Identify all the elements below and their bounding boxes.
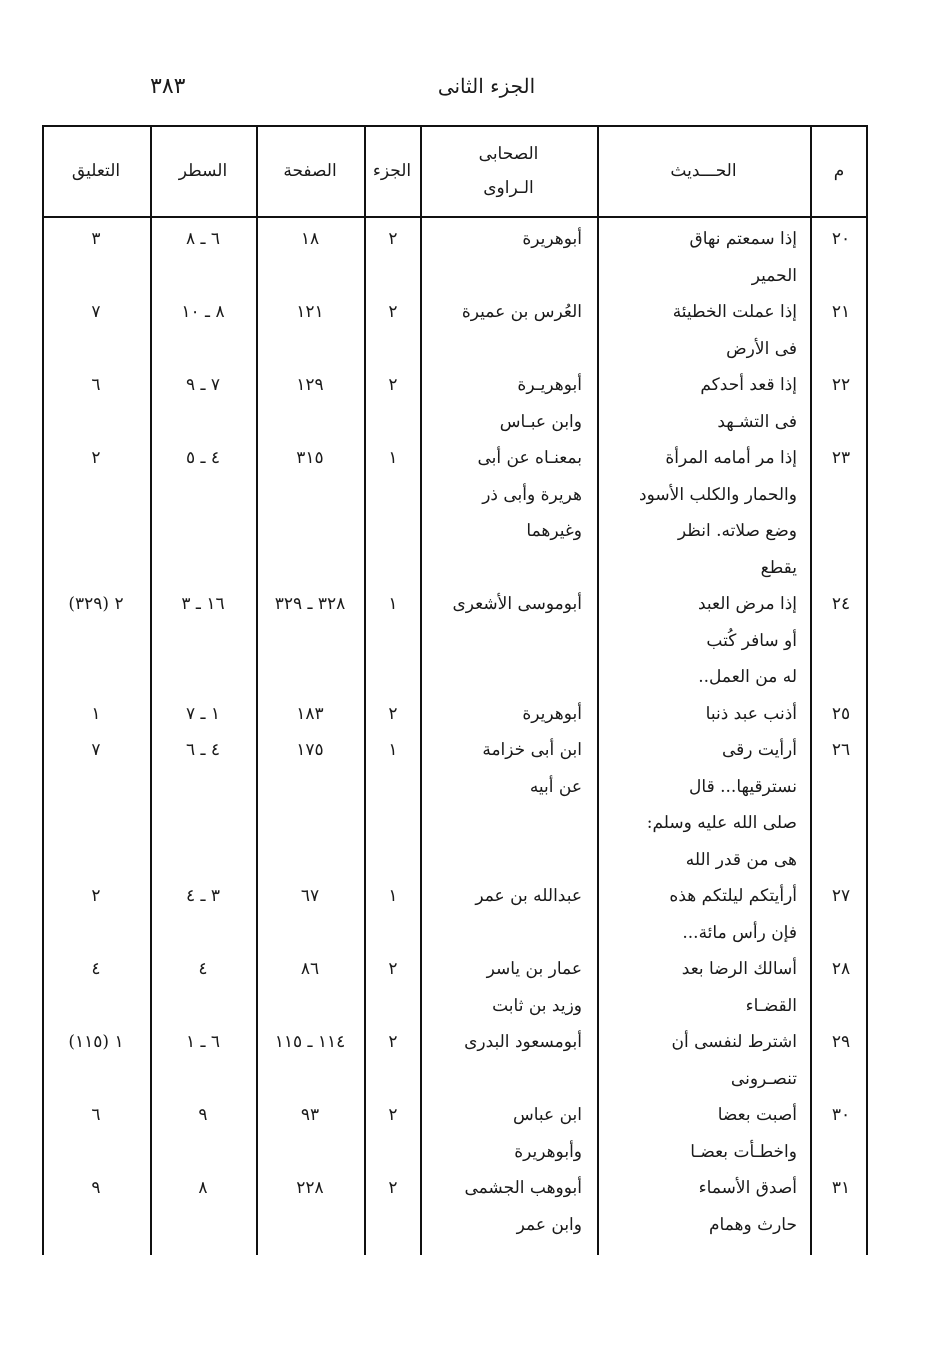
row-number: ٢٢ <box>831 375 851 395</box>
note-value: ٧ <box>91 302 101 322</box>
line-value: ٣ ـ ٤ <box>185 886 221 906</box>
sahabi-narrator-line: بمعنـاه عن أبى <box>477 448 582 468</box>
sahabi-narrator <box>422 732 582 805</box>
hadith-text-line: أرأيت رقى <box>722 740 797 760</box>
table-row <box>42 951 868 1024</box>
page-value: ٢٢٨ <box>296 1178 324 1198</box>
sahabi-narrator <box>422 878 582 915</box>
hadith-text-line: إذا عملت الخطيئة <box>672 302 797 322</box>
row-number: ٢٤ <box>831 594 851 614</box>
hadith-text-line: إذا مر أمامه المرأة <box>665 448 797 468</box>
page-value: ١٢٩ <box>296 375 324 395</box>
line-value: ٩ <box>198 1105 208 1125</box>
hadith-text-line: له من العمل.. <box>698 667 797 687</box>
sahabi-narrator <box>422 586 582 623</box>
sahabi-narrator-line: أبومسعود البدرى <box>464 1032 582 1052</box>
page-value: ٣٢٨ ـ ٣٢٩ <box>274 594 346 614</box>
sahabi-narrator <box>422 1170 582 1243</box>
table-row <box>42 221 868 294</box>
hadith-text <box>597 951 797 1024</box>
header-sahabi: الصحابى الـراوى <box>478 143 539 198</box>
header-juz: الجزء <box>372 160 412 181</box>
row-number: ٢٦ <box>831 740 851 760</box>
page-value: ١٨٣ <box>296 703 324 724</box>
sahabi-narrator-line: وابن عبـاس <box>499 411 582 432</box>
header-line: السطر <box>178 160 228 181</box>
page-value: ٦٧ <box>300 886 320 906</box>
note-value: ١ <box>91 703 101 724</box>
sahabi-narrator-line: هريرة وأبى ذر <box>482 484 582 505</box>
sahabi-narrator-line: عمار بن ياسر <box>486 959 582 979</box>
note-value: ٤ <box>91 959 101 979</box>
hadith-text <box>597 294 797 367</box>
sahabi-narrator <box>422 1097 582 1170</box>
table-row <box>42 732 868 878</box>
page-value: ٨٦ <box>300 959 320 979</box>
page-value: ١٢١ <box>296 302 324 322</box>
hadith-index-table <box>42 125 868 1255</box>
hadith-text-line: صلى الله عليه وسلم: <box>646 813 797 833</box>
table-body <box>42 221 868 1243</box>
hadith-text <box>597 440 797 586</box>
table-row <box>42 1097 868 1170</box>
line-value: ٧ ـ ٩ <box>185 375 221 395</box>
page-value: ١٨ <box>300 229 320 249</box>
juz-value: ١ <box>388 886 398 906</box>
sahabi-narrator-line: أبوهريرة <box>522 703 582 724</box>
table-row <box>42 586 868 696</box>
sahabi-narrator-line: أبوهريـرة <box>517 375 582 395</box>
note-value: ٢ <box>91 448 101 468</box>
hadith-text-line: اشترط لنفسى أن <box>671 1032 797 1052</box>
hadith-text-line: فإن رأس مائة... <box>682 922 797 943</box>
hadith-text-line: تنصـرونى <box>730 1068 797 1089</box>
sahabi-narrator <box>422 951 582 1024</box>
row-number: ٢٩ <box>831 1032 851 1052</box>
sahabi-narrator-line: أبوموسى الأشعرى <box>452 594 582 614</box>
juz-value: ٢ <box>388 302 398 322</box>
page-value: ٣١٥ <box>296 448 324 468</box>
juz-value: ٢ <box>388 229 398 249</box>
hadith-text <box>597 1097 797 1170</box>
hadith-text-line: أسالك الرضا بعد <box>681 959 797 979</box>
row-number: ٢٨ <box>831 959 851 979</box>
table-row <box>42 1170 868 1243</box>
hadith-text-line: نسترقيها... قال <box>689 776 797 797</box>
hadith-text-line: أو سافر كُتب <box>706 630 797 651</box>
sahabi-narrator <box>422 367 582 440</box>
page-value: ١١٤ ـ ١١٥ <box>274 1032 346 1052</box>
row-number: ٢٠ <box>831 229 851 249</box>
sahabi-narrator <box>422 1024 582 1061</box>
note-value: ٦ <box>91 375 101 395</box>
table-header-divider <box>42 216 868 218</box>
row-number: ٢١ <box>831 302 851 322</box>
note-value: ٧ <box>91 740 101 760</box>
hadith-text-line: أصدق الأسماء <box>698 1178 797 1198</box>
sahabi-narrator <box>422 221 582 258</box>
sahabi-narrator-line: ابن عباس <box>512 1105 582 1125</box>
sahabi-narrator-line: وغيرهما <box>526 521 582 541</box>
note-value: ٩ <box>91 1178 101 1198</box>
page-value: ٩٣ <box>300 1105 320 1125</box>
juz-value: ١ <box>388 594 398 614</box>
note-value: ٢ <box>91 886 101 906</box>
hadith-text-line: الحمير <box>751 265 797 286</box>
sahabi-narrator <box>422 294 582 331</box>
hadith-text-line: وضع صلاته. انظر <box>677 521 797 541</box>
row-number: ٢٥ <box>831 703 851 724</box>
hadith-text <box>597 221 797 294</box>
hadith-text-line: القضـاء <box>745 995 797 1016</box>
hadith-text-line: أذنب عبد ذنبا <box>705 703 797 724</box>
table-row <box>42 294 868 367</box>
sahabi-narrator-line: عبدالله بن عمر <box>475 886 582 906</box>
sahabi-narrator-line: أبووهب الجشمى <box>464 1178 582 1198</box>
juz-value: ٢ <box>388 703 398 724</box>
table-row <box>42 878 868 951</box>
table-row <box>42 440 868 586</box>
juz-value: ١ <box>388 448 398 468</box>
table-row <box>42 696 868 733</box>
juz-value: ١ <box>388 740 398 760</box>
line-value: ١٦ ـ ٣ <box>181 594 225 614</box>
hadith-text-line: إذا قعد أحدكم <box>700 375 797 395</box>
line-value: ٦ ـ ٨ <box>185 229 221 249</box>
hadith-text <box>597 367 797 440</box>
juz-value: ٢ <box>388 1178 398 1198</box>
line-value: ٨ <box>198 1178 208 1198</box>
line-value: ٤ <box>198 959 208 979</box>
line-value: ٨ ـ ١٠ <box>181 302 225 322</box>
row-number: ٣٠ <box>831 1105 851 1125</box>
note-value: ١ (١١٥) <box>68 1032 124 1052</box>
hadith-text <box>597 1170 797 1243</box>
hadith-text-line: إذا سمعتم نهاق <box>689 229 797 249</box>
sahabi-narrator-line: العُرس بن عميرة <box>461 302 582 322</box>
header-num: م <box>833 160 845 181</box>
hadith-text-line: أصبت بعضا <box>717 1105 797 1125</box>
page-number: ٣٨٣ <box>150 74 186 99</box>
juz-value: ٢ <box>388 1105 398 1125</box>
hadith-text <box>597 696 797 733</box>
note-value: ٦ <box>91 1105 101 1125</box>
hadith-text <box>597 1024 797 1097</box>
line-value: ١ ـ ٧ <box>185 703 221 724</box>
hadith-text-line: إذا مرض العبد <box>697 594 797 614</box>
hadith-text-line: هى من قدر الله <box>685 849 797 870</box>
note-value: ٢ (٣٢٩) <box>68 594 124 614</box>
sahabi-narrator-line: وزيد بن ثابت <box>492 995 582 1016</box>
sahabi-narrator-line: ابن أبى خزامة <box>482 740 582 760</box>
sahabi-narrator-line: وابن عمر <box>516 1214 582 1235</box>
sahabi-narrator-line: عن أبيه <box>529 776 582 797</box>
row-number: ٢٣ <box>831 448 851 468</box>
hadith-text-line: والحمار والكلب الأسود <box>639 484 797 505</box>
juz-value: ٢ <box>388 375 398 395</box>
row-number: ٣١ <box>831 1178 851 1198</box>
hadith-text-line: يقطع <box>760 557 797 578</box>
sahabi-narrator <box>422 696 582 733</box>
header-page: الصفحة <box>283 160 337 181</box>
line-value: ٤ ـ ٥ <box>185 448 221 468</box>
hadith-text <box>597 878 797 951</box>
hadith-text-line: أرأيتكم ليلتكم هذه <box>669 886 797 906</box>
table-row <box>42 367 868 440</box>
hadith-text <box>597 586 797 696</box>
line-value: ٦ ـ ١ <box>185 1032 221 1052</box>
header-hadith: الحـــديث <box>670 160 737 181</box>
note-value: ٣ <box>91 229 101 249</box>
hadith-text <box>597 732 797 878</box>
row-number: ٢٧ <box>831 886 851 906</box>
hadith-text-line: واخطـأت بعضـا <box>690 1141 797 1162</box>
line-value: ٤ ـ ٦ <box>185 740 221 760</box>
sahabi-narrator-line: أبوهريرة <box>522 229 582 249</box>
hadith-text-line: فى الأرض <box>726 338 797 359</box>
page-title: الجزء الثانى <box>437 74 536 98</box>
hadith-text-line: حارث وهمام <box>708 1214 797 1235</box>
header-note: التعليق <box>71 160 121 181</box>
juz-value: ٢ <box>388 959 398 979</box>
table-row <box>42 1024 868 1097</box>
sahabi-narrator-line: وأبوهريرة <box>514 1141 582 1162</box>
hadith-text-line: فى التشـهد <box>717 411 797 432</box>
juz-value: ٢ <box>388 1032 398 1052</box>
sahabi-narrator <box>422 440 582 550</box>
page-value: ١٧٥ <box>296 740 324 760</box>
